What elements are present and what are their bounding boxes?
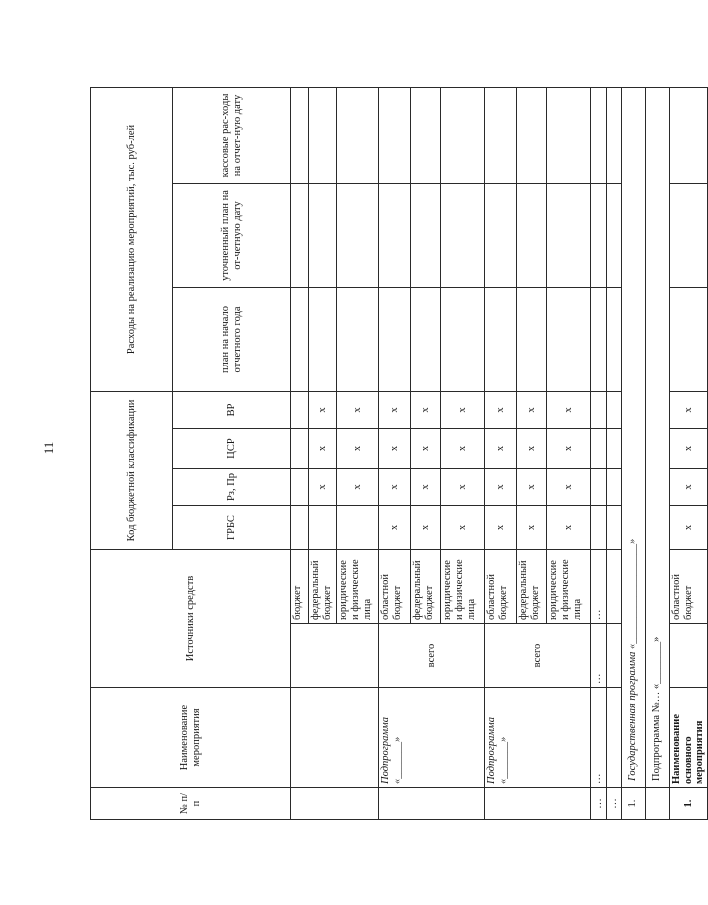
cell-vr: х [669, 391, 707, 428]
cell-source: областной бюджет [485, 550, 517, 624]
cell-rzpr: х [441, 469, 485, 506]
cell-total: всего [485, 624, 591, 688]
table-row [379, 87, 411, 819]
cell-refined [291, 183, 309, 287]
cell-vr: х [441, 391, 485, 428]
cell-grbs [591, 506, 607, 550]
cell-source: юридические и физические лица [441, 550, 485, 624]
subprogram-n-num [645, 788, 669, 820]
cell-grbs: х [379, 506, 411, 550]
cell-source: бюджет [291, 550, 309, 624]
cell-refined [485, 183, 517, 287]
cell-source: федеральный бюджет [517, 550, 547, 624]
cell-source: федеральный бюджет [411, 550, 441, 624]
cell-rzpr: х [411, 469, 441, 506]
header-vr: ВР [173, 391, 291, 428]
header-refined: уточненный план на от-четную дату [173, 183, 291, 287]
cell-name: … [591, 688, 607, 788]
cell-cash [591, 87, 607, 183]
cell-vr: х [547, 391, 591, 428]
cell-rzpr [591, 469, 607, 506]
header-cash: кассовые рас-ходы на отчет-ную дату [173, 87, 291, 183]
cell-num [291, 788, 309, 820]
cell-grbs [607, 506, 622, 550]
subprogram-n-title: Подпрограмма №… «________» [645, 87, 669, 787]
cell-source [607, 550, 622, 624]
subprogram-1-name [379, 688, 485, 788]
cell-vr: х [485, 391, 517, 428]
cell-refined [379, 183, 411, 287]
cell-csr: х [485, 429, 517, 469]
cell-vr: х [309, 391, 337, 428]
table-row [485, 87, 517, 819]
cell-total: … [591, 624, 607, 688]
cell-plan [607, 287, 622, 391]
cell-csr [591, 429, 607, 469]
cell-vr [591, 391, 607, 428]
cell-plan [291, 287, 309, 391]
table-row [607, 87, 622, 819]
cell-refined [441, 183, 485, 287]
cell-refined [591, 183, 607, 287]
cell-num [337, 788, 379, 820]
cell-grbs [291, 506, 309, 550]
table-row [309, 87, 337, 819]
cell-total [337, 624, 379, 688]
page-number: 11 [41, 441, 56, 455]
cell-cash [607, 87, 622, 183]
cell-grbs: х [411, 506, 441, 550]
cell-source: … [591, 550, 607, 624]
cell-grbs: х [441, 506, 485, 550]
cell-refined [607, 183, 622, 287]
cell-source: областной бюджет [669, 550, 707, 624]
cell-name [607, 688, 622, 788]
subprogram-2-name [485, 688, 591, 788]
cell-cash [441, 87, 485, 183]
cell-rzpr: х [517, 469, 547, 506]
cell-csr: х [547, 429, 591, 469]
header-rzpr: Рз, Пр [173, 469, 291, 506]
subprogram-n-row [645, 87, 669, 819]
cell-plan [337, 287, 379, 391]
main-event-name: Наименование основного мероприятия [669, 688, 707, 788]
header-num: № п/п [91, 788, 291, 820]
cell-num: … [591, 788, 607, 820]
cell-num: … [607, 788, 622, 820]
cell-cash [337, 87, 379, 183]
cell-csr [291, 429, 309, 469]
cell-num [485, 788, 591, 820]
cell-total [669, 624, 707, 688]
cell-cash [411, 87, 441, 183]
cell-rzpr [291, 469, 309, 506]
cell-plan [411, 287, 441, 391]
subprogram-quoted: «_______» [391, 736, 403, 784]
table-row [291, 87, 309, 819]
cell-plan [485, 287, 517, 391]
state-program-title: Государственная программа «___________________» [621, 87, 645, 787]
cell-rzpr: х [485, 469, 517, 506]
header-row-1 [91, 87, 173, 819]
header-grbs: ГРБС [173, 506, 291, 550]
state-program-num: 1. [621, 788, 645, 820]
header-expenses: Расходы на реализацию мероприятий, тыс. руб-лей [91, 87, 173, 391]
cell-refined [669, 183, 707, 287]
header-csr: ЦСР [173, 429, 291, 469]
cell-cash [309, 87, 337, 183]
main-event-row [669, 87, 707, 819]
cell-cash [379, 87, 411, 183]
cell-refined [517, 183, 547, 287]
subprogram-quoted: «_______» [497, 736, 509, 784]
cell-name [337, 688, 379, 788]
cell-name [291, 688, 309, 788]
cell-plan [309, 287, 337, 391]
cell-plan [547, 287, 591, 391]
cell-num [309, 788, 337, 820]
cell-refined [547, 183, 591, 287]
cell-total: всего [379, 624, 485, 688]
cell-csr: х [309, 429, 337, 469]
cell-plan [517, 287, 547, 391]
cell-csr: х [411, 429, 441, 469]
cell-rzpr: х [379, 469, 411, 506]
cell-vr: х [411, 391, 441, 428]
cell-grbs: х [517, 506, 547, 550]
header-sources: Источники средств [91, 550, 291, 688]
header-plan: план на начало отчетного года [173, 287, 291, 391]
cell-grbs: х [485, 506, 517, 550]
table-row [591, 87, 607, 819]
cell-grbs: х [669, 506, 707, 550]
cell-vr: х [337, 391, 379, 428]
header-budget-code: Код бюджетной классификации [91, 391, 173, 549]
cell-csr: х [379, 429, 411, 469]
cell-grbs: х [547, 506, 591, 550]
cell-rzpr: х [547, 469, 591, 506]
table-row [337, 87, 379, 819]
cell-csr [607, 429, 622, 469]
cell-cash [517, 87, 547, 183]
cell-num [379, 788, 485, 820]
cell-csr: х [441, 429, 485, 469]
cell-source: областной бюджет [379, 550, 411, 624]
cell-csr: х [669, 429, 707, 469]
cell-vr [291, 391, 309, 428]
subprogram-label: Подпрограмма [380, 716, 391, 784]
cell-csr: х [337, 429, 379, 469]
cell-rzpr: х [669, 469, 707, 506]
cell-plan [379, 287, 411, 391]
cell-plan [441, 287, 485, 391]
cell-grbs [309, 506, 337, 550]
state-program-row [621, 87, 645, 819]
main-event-num: 1. [669, 788, 707, 820]
cell-source: федеральный бюджет [309, 550, 337, 624]
cell-rzpr [607, 469, 622, 506]
cell-total [291, 624, 309, 688]
cell-cash [547, 87, 591, 183]
header-name: Наименование мероприятия [91, 688, 291, 788]
rotated-page [90, 88, 706, 820]
cell-vr [607, 391, 622, 428]
cell-name [309, 688, 337, 788]
cell-cash [669, 87, 707, 183]
cell-cash [485, 87, 517, 183]
cell-plan [591, 287, 607, 391]
cell-refined [411, 183, 441, 287]
cell-grbs [337, 506, 379, 550]
cell-refined [309, 183, 337, 287]
cell-cash [291, 87, 309, 183]
cell-refined [337, 183, 379, 287]
cell-source: юридические и физические лица [547, 550, 591, 624]
cell-csr: х [517, 429, 547, 469]
subprogram-label: Подпрограмма [486, 716, 497, 784]
expenditure-table [90, 87, 708, 820]
cell-source: юридические и физические лица [337, 550, 379, 624]
cell-plan [669, 287, 707, 391]
cell-rzpr: х [337, 469, 379, 506]
cell-vr: х [379, 391, 411, 428]
cell-vr: х [517, 391, 547, 428]
cell-total [309, 624, 337, 688]
cell-rzpr: х [309, 469, 337, 506]
cell-total [607, 624, 622, 688]
